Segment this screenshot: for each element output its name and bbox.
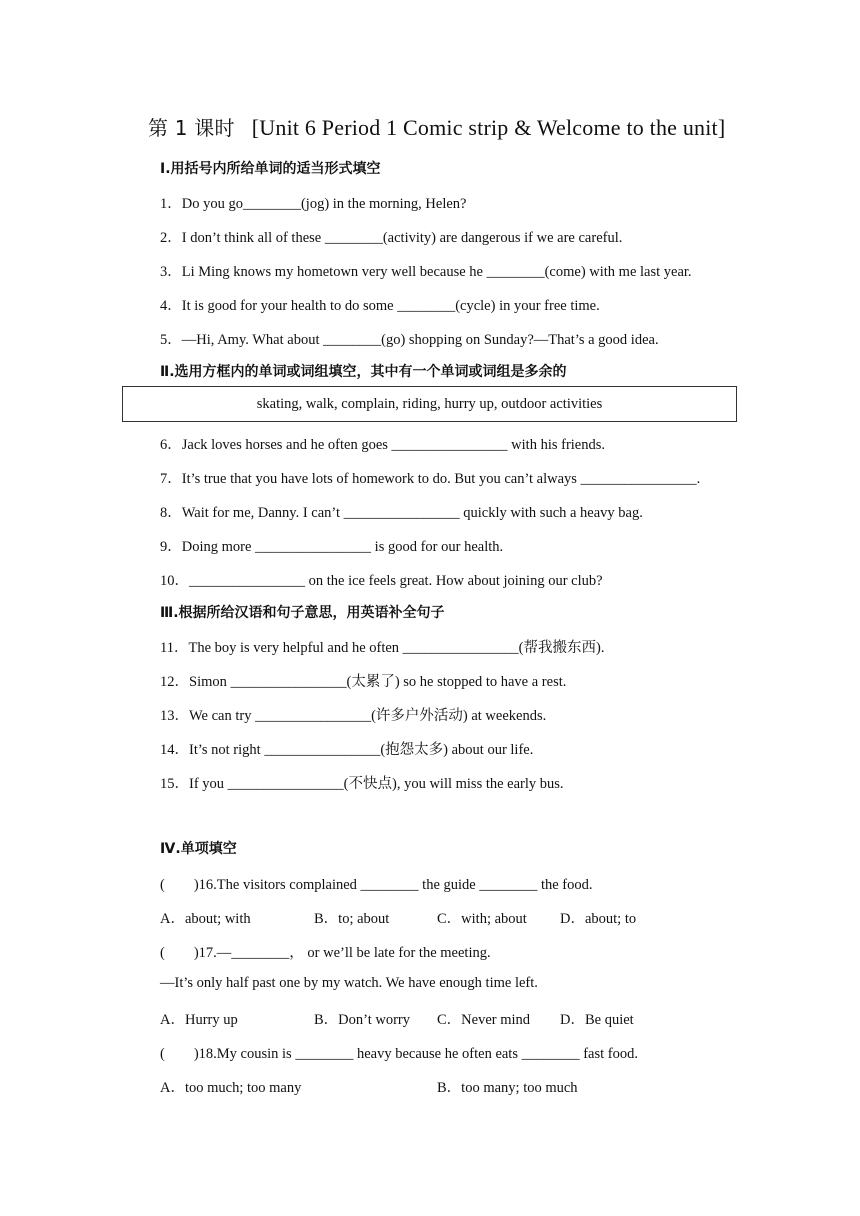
- word-bank-text: skating, walk, complain, riding, hurry up, outdoor activities: [256, 395, 603, 412]
- question-4: 4．It is good for your health to do some ________(cycle) in your free time.: [160, 298, 600, 314]
- question-8: 8．Wait for me, Danny. I can’t ________________ quickly with such a heavy bag.: [160, 505, 643, 521]
- question-1: 1．Do you go________(jog) in the morning, Helen?: [160, 196, 467, 212]
- q17-option-a: A．Hurry up: [160, 1012, 238, 1028]
- word-bank-box: [122, 386, 737, 422]
- q17-option-b: B．Don’t worry: [314, 1012, 410, 1028]
- question-9: 9．Doing more ________________ is good for our health.: [160, 539, 504, 555]
- question-5: 5．—Hi, Amy. What about ________(go) shopping on Sunday?—That’s a good idea.: [160, 332, 659, 348]
- q16-option-c: C．with; about: [437, 911, 527, 927]
- unit-title: [Unit 6 Period 1 Comic strip & Welcome to the unit]: [251, 115, 726, 140]
- question-16-stem: ( )16.The visitors complained ________ the guide ________ the food.: [160, 877, 593, 893]
- question-2: 2．I don’t think all of these ________(activity) are dangerous if we are careful.: [160, 230, 623, 246]
- section-2-heading: Ⅱ.选用方框内的单词或词组填空，其中有一个单词或词组是多余的: [160, 364, 567, 380]
- question-12: 12．Simon ________________(太累了) so he stopped to have a rest.: [160, 674, 567, 690]
- question-11: 11．The boy is very helpful and he often ________________(帮我搬东西).: [160, 640, 605, 656]
- q18-option-b: B．too many; too much: [437, 1080, 578, 1096]
- section-4-heading: Ⅳ.单项填空: [160, 841, 237, 857]
- q18-option-a: A．too much; too many: [160, 1080, 302, 1096]
- question-17-stem: ( )17.—________， or we’ll be late for the meeting.: [160, 945, 491, 961]
- question-3: 3．Li Ming knows my hometown very well because he ________(come) with me last year.: [160, 264, 692, 280]
- question-7: 7．It’s true that you have lots of homework to do. But you can’t always ________________.: [160, 471, 701, 487]
- question-6: 6．Jack loves horses and he often goes ________________ with his friends.: [160, 437, 606, 453]
- q17-option-d: D．Be quiet: [560, 1012, 634, 1028]
- q16-option-a: A．about; with: [160, 911, 251, 927]
- section-1-heading: Ⅰ.用括号内所给单词的适当形式填空: [160, 161, 381, 177]
- question-13: 13．We can try ________________(许多户外活动) at weekends.: [160, 708, 547, 724]
- q16-option-b: B．to; about: [314, 911, 390, 927]
- question-14: 14．It’s not right ________________(抱怨太多) about our life.: [160, 742, 534, 758]
- page-title: [148, 112, 725, 141]
- section-3-heading: Ⅲ.根据所给汉语和句子意思，用英语补全句子: [160, 605, 445, 621]
- q17-option-c: C．Never mind: [437, 1012, 531, 1028]
- question-10: 10．________________ on the ice feels great. How about joining our club?: [160, 573, 603, 589]
- lesson-number: 第 1 课时: [148, 116, 235, 140]
- question-15: 15．If you ________________(不快点), you will miss the early bus.: [160, 776, 564, 792]
- question-17-reply: —It’s only half past one by my watch. We have enough time left.: [160, 975, 538, 991]
- q16-option-d: D．about; to: [560, 911, 637, 927]
- question-18-stem: ( )18.My cousin is ________ heavy because he often eats ________ fast food.: [160, 1046, 638, 1062]
